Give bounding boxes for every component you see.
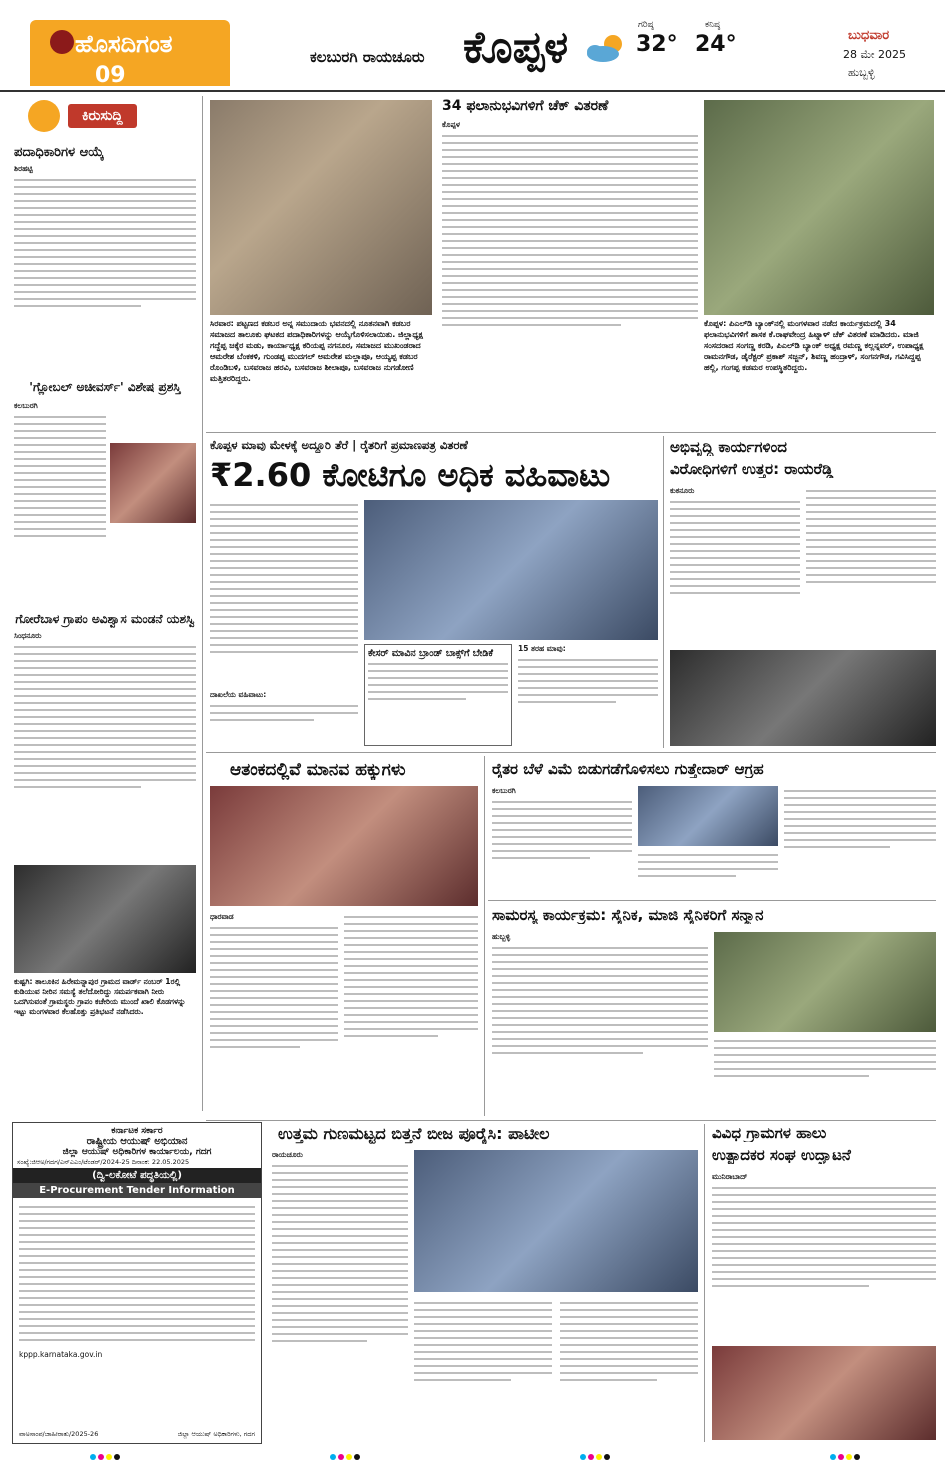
- registration-marks-right: [830, 1445, 862, 1455]
- tender-url[interactable]: kppp.karnataka.gov.in: [19, 1350, 103, 1359]
- mango-sidebar-title: ಕೇಸರ್ ಮಾವಿನ ಬ್ರಾಂಡ್ ಬಾಕ್ಸ್‌ಗೆ ಬೇಡಿಕೆ: [368, 648, 494, 659]
- temp-min: 24°: [695, 32, 737, 57]
- tender-ref: ಸಂಖ್ಯೆ:ಜಿಆಅ/ಗದಗ/ಎನ್‌ಎಎಂ/ಟೆಂಡರ್/2024-25 ದಿನಾಂಕ: 22.05.2025: [17, 1158, 190, 1166]
- rayareddy-body-1: [670, 486, 800, 646]
- mango-body-3: [210, 690, 358, 746]
- kiru-body-1: [14, 164, 196, 374]
- tender-office: ಜಿಲ್ಲಾ ಆಯುಷ್ ಅಧಿಕಾರಿಗಳ ಕಾರ್ಯಾಲಯ, ಗದಗ: [62, 1147, 212, 1157]
- temp-max-label: ಗರಿಷ್ಠ: [638, 20, 654, 30]
- rayareddy-body-2: [806, 486, 936, 646]
- masthead-rule: [0, 90, 945, 92]
- mango-subhead-1: ದಾಖಲೆಯ ವಹಿವಾಟು:: [210, 690, 267, 699]
- tender-bar-kn: (ದ್ವಿ-ಲಕೋಟೆ ಪದ್ಧತಿಯಲ್ಲಿ): [13, 1168, 261, 1183]
- column-rule-2: [663, 436, 664, 748]
- mango-kicker: ಕೊಪ್ಪಳ ಮಾವು ಮೇಳಕ್ಕೆ ಅದ್ದೂರಿ ತೆರೆ | ರೈತರಿಗೆ ಪ್ರಮಾಣಪತ್ರ ವಿತರಣೆ: [210, 438, 468, 452]
- tender-gov: ಕರ್ನಾಟಕ ಸರ್ಕಾರ: [111, 1126, 163, 1136]
- seed-photo: [414, 1150, 698, 1292]
- insurance-dateline: ಕಲಬುರಗಿ: [492, 786, 516, 795]
- rayareddy-dateline: ಕುಕನೂರು: [670, 486, 695, 495]
- column-rule-4: [704, 1124, 705, 1442]
- tender-footer-left: ವಾಅಸಾಂಪ/ಜಾಹೀರಾತು/2025-26: [19, 1430, 99, 1438]
- insurance-body-3: [784, 786, 936, 896]
- awardee-photo: [110, 443, 196, 523]
- rayareddy-headline-2: ವಿರೋಧಿಗಳಿಗೆ ಉತ್ತರ: ರಾಯರೆಡ್ಡಿ: [670, 460, 834, 478]
- registration-marks-mid: [330, 1445, 362, 1455]
- location-label: ಹುಬ್ಬಳ್ಳಿ: [848, 66, 875, 79]
- cheque-photo: [704, 100, 934, 315]
- kiru-suddi-column: [14, 145, 196, 1105]
- tender-mission: ರಾಷ್ಟ್ರೀಯ ಆಯುಷ್ ಅಭಿಯಾನ: [86, 1136, 188, 1147]
- cheque-body: [442, 120, 698, 430]
- mango-body-2: [518, 644, 658, 746]
- day-label: ಬುಧವಾರ: [848, 28, 890, 43]
- harmony-body-1: [492, 932, 708, 1112]
- column-rule: [202, 96, 203, 1111]
- milk-photo: [712, 1346, 936, 1440]
- rayareddy-headline-1: ಅಭಿವೃದ್ಧಿ ಕಾರ್ಯಗಳಿಂದ: [670, 438, 787, 456]
- row-rule-4: [206, 1120, 936, 1121]
- harmony-dateline: ಹುಬ್ಬಳ್ಳಿ: [492, 932, 511, 941]
- milk-headline-1: ವಿವಿಧ ಗ್ರಾಮಗಳ ಹಾಲು: [712, 1124, 827, 1142]
- kiru-dateline-2: ಕಲಬುರಗಿ: [14, 401, 38, 410]
- water-protest-photo: [14, 865, 196, 973]
- cheque-dateline: ಕೊಪ್ಪಳ: [442, 120, 460, 129]
- registration-marks-left: [90, 1445, 122, 1455]
- thumbs-up-icon: [28, 100, 60, 132]
- row-rule-1: [206, 432, 936, 433]
- water-protest-caption: ಕುಷ್ಟಗಿ: ತಾಲೂಕಿನ ಹಿರೇಮನ್ನಾಪುರ ಗ್ರಾಮದ ವಾರ್ಡ್ ನಂಬರ್ 1ರಲ್ಲಿ ಕುಡಿಯುವ ನೀರಿನ ಸಮಸ್ಯೆ ತಲೆದೋರಿದ್ದು ಸಮರ್ಪಕವಾಗಿ ನೀರು ಒದಗಿಸುವಂತೆ ಗ್ರಾಮಸ್ಥರು ಗ್ರಾಪಂ ಕಚೇರಿಯ ಮುಂದೆ ಖಾಲಿ ಕೊಡಗಳನ್ನು ಇಟ್ಟು ಮಂಗಳವಾರ ಕೆಲಹೊತ್ತು ಪ್ರತಿಭಟನೆ ನಡೆಸಿದರು.: [14, 977, 186, 1016]
- rights-body-1: [210, 912, 338, 1117]
- logo-text: ಹೊಸದಿಗಂತ: [75, 30, 173, 58]
- mango-photo: [364, 500, 658, 640]
- kiru-dateline-3: ಸಿಂಧನೂರು: [14, 631, 42, 640]
- insurance-body-1: [492, 786, 632, 896]
- partly-cloudy-icon: [583, 32, 629, 64]
- milk-dateline: ಮುನಿರಾಬಾದ್: [712, 1172, 748, 1181]
- tender-notice: [12, 1122, 262, 1444]
- tender-footer-right: ಜಿಲ್ಲಾ ಆಯುಷ್ ಅಧಿಕಾರಿಗಳು, ಗದಗ: [177, 1430, 255, 1438]
- insurance-photo: [638, 786, 778, 846]
- date-label: 28 ಮೇ 2025: [843, 48, 907, 61]
- mango-headline: ₹2.60 ಕೋಟಿಗೂ ಅಧಿಕ ವಹಿವಾಟು: [210, 456, 611, 494]
- cheque-headline: 34 ಫಲಾನುಭವಿಗಳಿಗೆ ಚೆಕ್ ವಿತರಣೆ: [442, 98, 609, 114]
- kiru-headline-3: ಗೋರೆಬಾಳ ಗ್ರಾಪಂ ಅವಿಶ್ವಾಸ ಮಂಡನೆ ಯಶಸ್ವಿ: [15, 612, 195, 626]
- seed-body-2: [414, 1298, 552, 1440]
- kiru-body-2: [14, 401, 106, 606]
- seed-dateline: ರಾಯಚೂರು: [272, 1150, 303, 1159]
- kiru-suddi-label: ಕಿರುಸುದ್ದಿ: [68, 104, 137, 128]
- seed-headline: ಉತ್ತಮ ಗುಣಮಟ್ಟದ ಬಿತ್ತನೆ ಬೀಜ ಪೂರೈಸಿ: ಪಾಟೀಲ: [278, 1124, 550, 1143]
- harmony-photo: [714, 932, 936, 1032]
- harmony-body-2: [714, 1036, 936, 1112]
- page-number: 09: [95, 63, 126, 88]
- column-rule-3: [484, 756, 485, 1116]
- kadabar-group-photo: [210, 100, 432, 315]
- rights-photo: [210, 786, 478, 906]
- rights-dateline: ಧಾರವಾಡ: [210, 912, 234, 921]
- city-title: ಕೊಪ್ಪಳ: [463, 22, 569, 73]
- rights-body-2: [344, 912, 478, 1117]
- insurance-body-2: [638, 850, 778, 896]
- temp-min-label: ಕನಿಷ್ಠ: [705, 20, 721, 30]
- mango-subhead-2: 15 ತರಹ ಮಾವು:: [518, 644, 566, 653]
- masthead: [0, 0, 945, 92]
- milk-headline-2: ಉತ್ಪಾದಕರ ಸಂಘ ಉದ್ಘಾಟನೆ: [712, 1146, 851, 1164]
- row-rule-2: [206, 752, 936, 753]
- insurance-headline: ರೈತರ ಬೆಳೆ ವಿಮೆ ಬಿಡುಗಡೆಗೊಳಿಸಲು ಗುತ್ತೇದಾರ್ ಆಗ್ರಹ: [492, 760, 764, 778]
- kiru-body-3: [14, 631, 196, 861]
- seed-body-3: [560, 1298, 698, 1440]
- kiru-headline-1: ಪದಾಧಿಕಾರಿಗಳ ಆಯ್ಕೆ: [14, 145, 104, 160]
- row-rule-3: [488, 900, 936, 901]
- rights-headline: ಆತಂಕದಲ್ಲಿವೆ ಮಾನವ ಹಕ್ಕುಗಳು: [230, 760, 406, 780]
- mango-sidebar-box: [364, 644, 512, 746]
- kiru-headline-2: 'ಗ್ಲೋಬಲ್ ಅಚೀವರ್ಸ್' ವಿಶೇಷ ಪ್ರಶಸ್ತಿ: [29, 380, 181, 394]
- harmony-headline: ಸಾಮರಸ್ಯ ಕಾರ್ಯಕ್ರಮ: ಸೈನಿಕ, ಮಾಜಿ ಸೈನಿಕರಿಗೆ ಸನ್ಮಾನ: [492, 906, 764, 924]
- registration-marks-mid2: [580, 1445, 612, 1455]
- kadabar-caption: ಸಿರವಾರ: ಪಟ್ಟಣದ ಕಡಬರ ಅನ್ನ ಸಮುದಾಯ ಭವನದಲ್ಲಿ ನೂತನವಾಗಿ ಕಡಬರ ಸಮಾಜದ ತಾಲೂಕು ಘಟಕದ ಪದಾಧಿಕಾರಿಗಳನ್ನು ಆಯ್ಕೆಗೊಳಿಸಲಾಯಿತು. ಜಿಲ್ಲಾಧ್ಯಕ್ಷ ಗದ್ದೆಪ್ಪ ಜಕ್ಕೆರ ಮಡು, ಕಾರ್ಯಾಧ್ಯಕ್ಷ ಕರಿಯಪ್ಪ ನಗನೂರ, ಸಮಾಜದ ಮುಖಂಡರಾದ ಆಮರೇಶ ಬೆಂಕಕಳಿ, ಗುಂಡಪ್ಪ ಮುದಗಲ್ ಅಮರೇಶ ಮಲ್ಲಾಪೂ, ಆಯ್ಯಪ್ಪ ಕಡಬರ ರೊಂಡಿಬಳಿ, ಬಸವರಾಜ ಹರವಿ, ಬಸವರಾಜ ಶೀಲಾಪೂ, ಬಸವರಾಜ ನುಗಡೋಣಿ ಮತ್ತಿತರರಿದ್ದರು.: [210, 319, 423, 383]
- kiru-dateline-1: ಶಿರಹಟ್ಟಿ: [14, 164, 33, 173]
- logo-emblem-icon: [50, 30, 74, 54]
- milk-body: [712, 1172, 936, 1342]
- tender-bar-en: E-Procurement Tender Information: [13, 1183, 261, 1198]
- seed-body-1: [272, 1150, 408, 1440]
- cities-label: ಕಲಬುರಗಿ ರಾಯಚೂರು: [310, 48, 425, 66]
- temp-max: 32°: [636, 32, 678, 57]
- rayareddy-photo: [670, 650, 936, 746]
- cheque-caption: ಕೊಪ್ಪಳ: ಪಿಎಲ್‌ಡಿ ಬ್ಯಾಂಕ್‌ನಲ್ಲಿ ಮಂಗಳವಾರ ನಡೆದ ಕಾರ್ಯಕ್ರಮದಲ್ಲಿ 34 ಫಲಾನುಭವಿಗಳಿಗೆ ಶಾಸಕ ಕೆ.ರಾಘವೇಂದ್ರ ಹಿಟ್ನಾಳ್ ಚೆಕ್ ವಿತರಣೆ ಮಾಡಿದರು. ಮಾಜಿ ಸಂಸದರಾದ ಸಂಗಣ್ಣ ಕರಡಿ, ಪಿಎಲ್‌ಡಿ ಬ್ಯಾಂಕ್ ಅಧ್ಯಕ್ಷ ರಮಣ್ಣ ಕಲ್ಲನ್ನವರ್, ಉಪಾಧ್ಯಕ್ಷ ರಾಮನಗೌಡ, ಡೈರೆಕ್ಟರ್ ಪ್ರಕಾಶ್ ಸಜ್ಜನ್, ಶಿವಣ್ಣ ಹಂದ್ರಾಳ್, ಸಂಗನಗೌಡ, ಗವಿಸಿದ್ದಪ್ಪ ಹಲ್ಲಿ, ಗಂಗಪ್ಪ ಕಡಮರ ಉಪಸ್ಥಿತರಿದ್ದರು.: [704, 319, 924, 372]
